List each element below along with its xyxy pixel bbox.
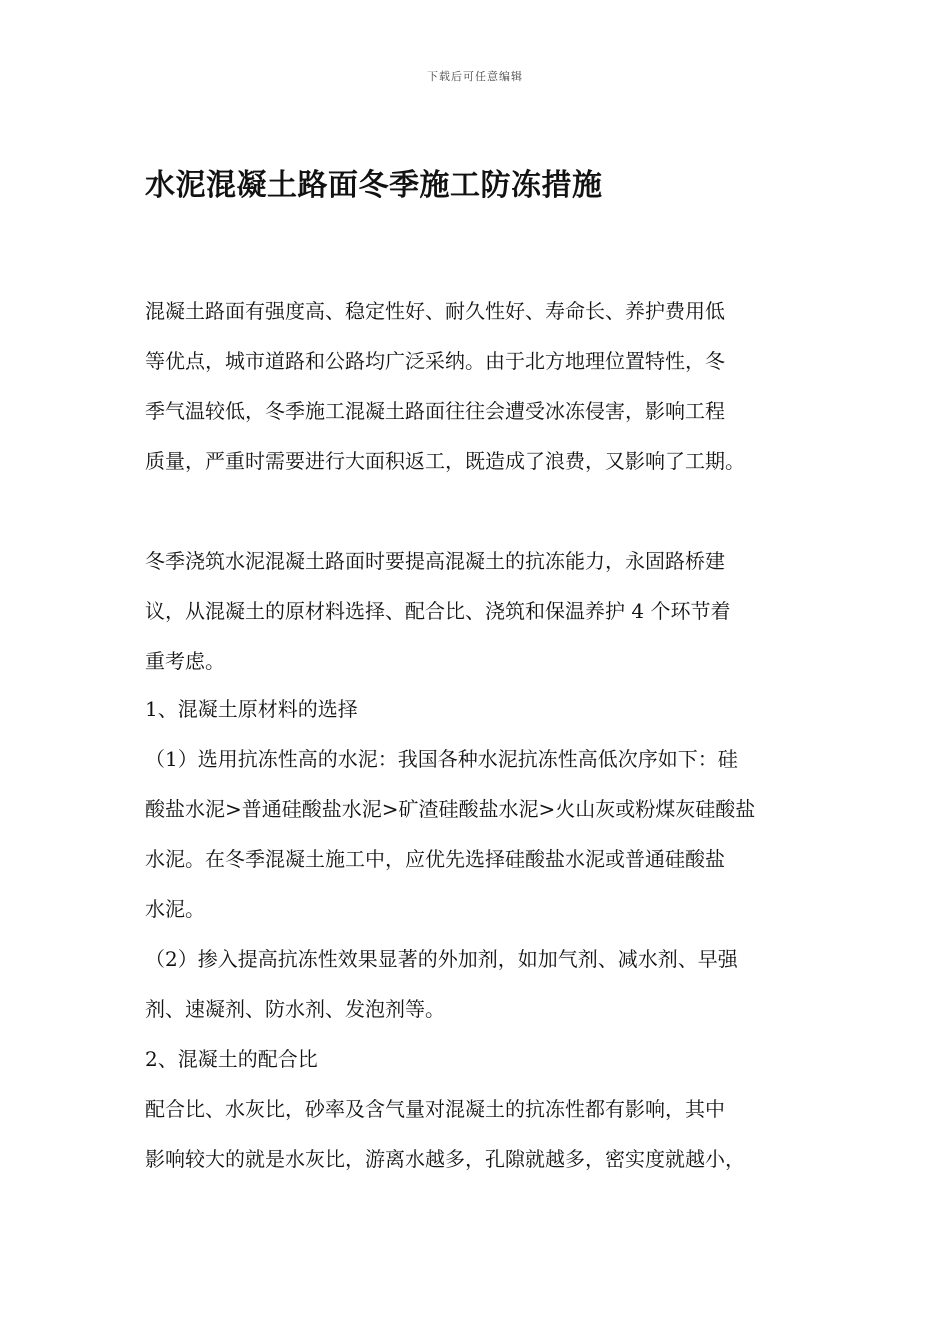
item-cement-selection <box>145 734 825 934</box>
text-line: 等优点，城市道路和公路均广泛采纳。由于北方地理位置特性，冬 <box>145 349 725 373</box>
approach-paragraph <box>145 536 825 686</box>
text-line: 水泥。在冬季混凝土施工中，应优先选择硅酸盐水泥或普通硅酸盐 <box>145 847 725 871</box>
text-line: 质量，严重时需要进行大面积返工，既造成了浪费，又影响了工期。 <box>145 449 745 473</box>
header-note: 下载后可任意编辑 <box>427 70 523 83</box>
text-line: 议，从混凝土的原材料选择、配合比、浇筑和保温养护 4 个环节着 <box>145 599 731 623</box>
text-line: 酸盐水泥>普通硅酸盐水泥>矿渣硅酸盐水泥>火山灰或粉煤灰硅酸盐 <box>145 797 756 821</box>
text-line: 剂、速凝剂、防水剂、发泡剂等。 <box>145 997 445 1021</box>
section-heading-mix-ratio: 2、混凝土的配合比 <box>145 1047 318 1071</box>
text-line: 混凝土路面有强度高、稳定性好、耐久性好、寿命长、养护费用低 <box>145 299 725 323</box>
text-line: 季气温较低，冬季施工混凝土路面往往会遭受冰冻侵害，影响工程 <box>145 399 725 423</box>
text-line: 配合比、水灰比，砂率及含气量对混凝土的抗冻性都有影响，其中 <box>145 1097 725 1121</box>
text-line: 重考虑。 <box>145 649 225 673</box>
text-line: 冬季浇筑水泥混凝土路面时要提高混凝土的抗冻能力，永固路桥建 <box>145 549 725 573</box>
text-line: 水泥。 <box>145 897 205 921</box>
text-line: （1）选用抗冻性高的水泥：我国各种水泥抗冻性高低次序如下：硅 <box>145 747 738 771</box>
intro-paragraph <box>145 286 825 486</box>
document-title: 水泥混凝土路面冬季施工防冻措施 <box>145 168 603 203</box>
mix-ratio-paragraph <box>145 1084 825 1184</box>
text-line: （2）掺入提高抗冻性效果显著的外加剂，如加气剂、减水剂、早强 <box>145 947 738 971</box>
section-heading-materials: 1、混凝土原材料的选择 <box>145 697 358 721</box>
item-admixtures <box>145 934 825 1034</box>
text-line: 影响较大的就是水灰比，游离水越多，孔隙就越多，密实度就越小， <box>145 1147 745 1171</box>
